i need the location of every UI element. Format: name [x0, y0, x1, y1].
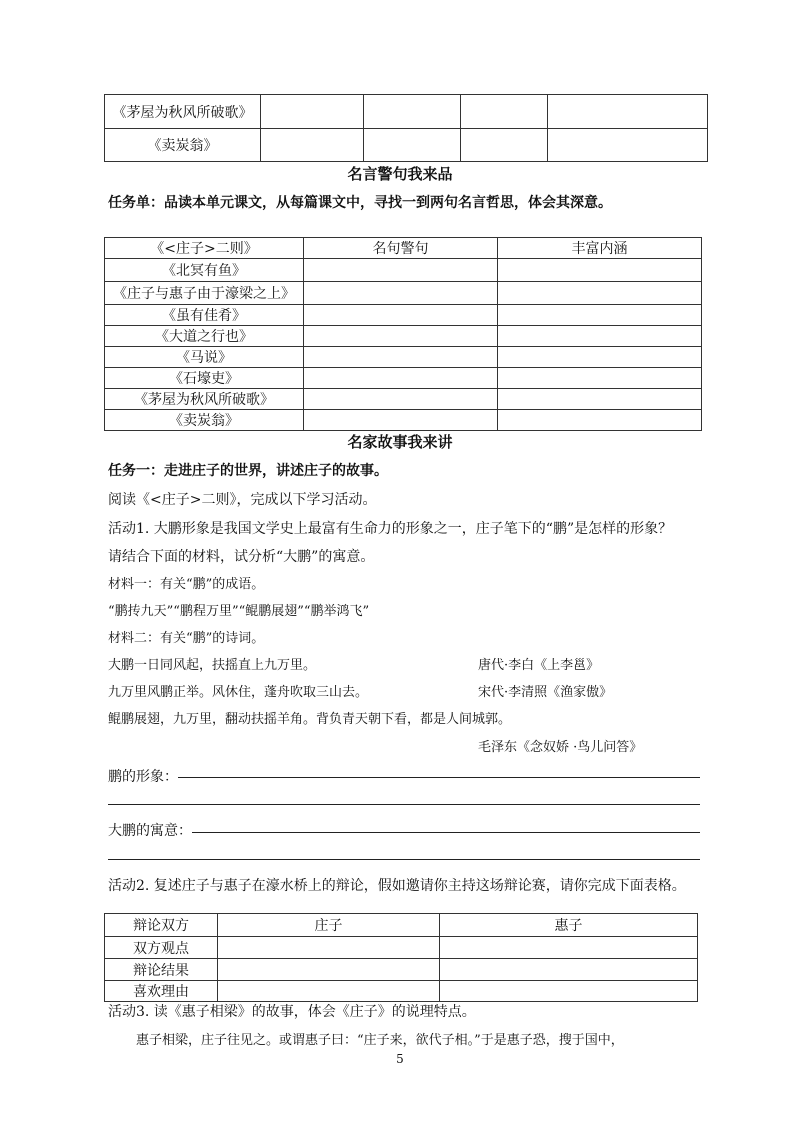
poem-source: 唐代·李白《上李邕》: [478, 658, 600, 673]
table-cell: [548, 129, 708, 162]
passage-text: 惠子相梁，庄子往见之。或谓惠子曰：“庄子来，欲代子相。”于是惠子恐，搜于国中，: [136, 1033, 624, 1048]
activity1-text: 请结合下面的材料，试分析“大鹏”的寓意。: [108, 549, 375, 565]
table-cell: [461, 129, 548, 162]
table-cell: 《大道之行也》: [105, 326, 304, 347]
answer-line[interactable]: [108, 859, 700, 860]
table-header: 名句警句: [304, 238, 498, 259]
top-table: [104, 94, 708, 162]
table-cell: 《石壕吏》: [105, 368, 304, 389]
activity2-text: 活动2. 复述庄子与惠子在濠水桥上的辩论，假如邀请你主持这场辩论赛，请你完成下面表格。: [108, 878, 686, 894]
idioms-text: “鹏抟九天”“鹏程万里”“鲲鹏展翅”“鹏举鸿飞”: [108, 604, 370, 619]
table-cell: [364, 95, 461, 129]
table-cell: 《庄子与惠子由于濠梁之上》: [105, 282, 304, 305]
section-title: 名家故事我来讲: [347, 433, 453, 451]
table-cell: [461, 95, 548, 129]
poem-line: 大鹏一日同风起，扶摇直上九万里。: [108, 658, 317, 673]
table-cell: [364, 129, 461, 162]
task-heading: 任务单：品读本单元课文，从每篇课文中，寻找一到两句名言哲思，体会其深意。: [108, 195, 612, 211]
material-label: 材料一：有关“鹏”的成语。: [108, 577, 265, 592]
table-cell: 《茅屋为秋风所破歌》: [105, 95, 261, 129]
table-header: 丰富内涵: [498, 238, 702, 259]
activity1-text: 活动1. 大鹏形象是我国文学史上最富有生命力的形象之一，庄子笔下的“鹏”是怎样的形象？: [108, 521, 673, 537]
table-cell: 《卖炭翁》: [105, 410, 304, 431]
poem-source: 宋代·李清照《渔家傲》: [478, 685, 613, 700]
poem-line: 鲲鹏展翅，九万里，翻动扶摇羊角。背负青天朝下看，都是人间城郭。: [108, 712, 512, 727]
intro-text: 阅读《<庄子>二则》，完成以下学习活动。: [108, 492, 377, 508]
section-title: 名言警句我来品: [347, 165, 453, 183]
answer-label: 大鹏的寓意：: [108, 823, 192, 839]
table-cell: 辩论结果: [105, 959, 218, 981]
answer-line[interactable]: [178, 777, 700, 778]
table-header: 惠子: [440, 914, 698, 937]
table-header: 辩论双方: [105, 914, 218, 937]
debate-table: [104, 913, 698, 1002]
table-cell: 喜欢理由: [105, 981, 218, 1002]
table-cell: 《卖炭翁》: [105, 129, 261, 162]
poem-source: 毛泽东《念奴娇 ·鸟儿问答》: [478, 740, 643, 755]
table-header: 庄子: [218, 914, 440, 937]
table-cell: 《<庄子>二则》: [105, 238, 304, 259]
quote-table: [104, 237, 702, 431]
poem-line: 九万里风鹏正举。风休住，蓬舟吹取三山去。: [108, 685, 369, 700]
table-cell: [548, 95, 708, 129]
answer-label: 鹏的形象：: [108, 769, 178, 785]
activity3-text: 活动3. 读《惠子相梁》的故事，体会《庄子》的说理特点。: [108, 1004, 476, 1020]
table-cell: 《北冥有鱼》: [105, 259, 304, 282]
table-cell: 《虽有佳肴》: [105, 305, 304, 326]
table-cell: 《马说》: [105, 347, 304, 368]
table-cell: 《茅屋为秋风所破歌》: [105, 389, 304, 410]
answer-line[interactable]: [192, 832, 700, 833]
material-label: 材料二：有关“鹏”的诗词。: [108, 631, 265, 646]
page-number: 5: [396, 1052, 404, 1066]
table-cell: 双方观点: [105, 937, 218, 959]
answer-line[interactable]: [108, 804, 700, 805]
table-cell: [261, 129, 364, 162]
table-cell: [261, 95, 364, 129]
task-heading: 任务一：走进庄子的世界，讲述庄子的故事。: [108, 463, 388, 479]
